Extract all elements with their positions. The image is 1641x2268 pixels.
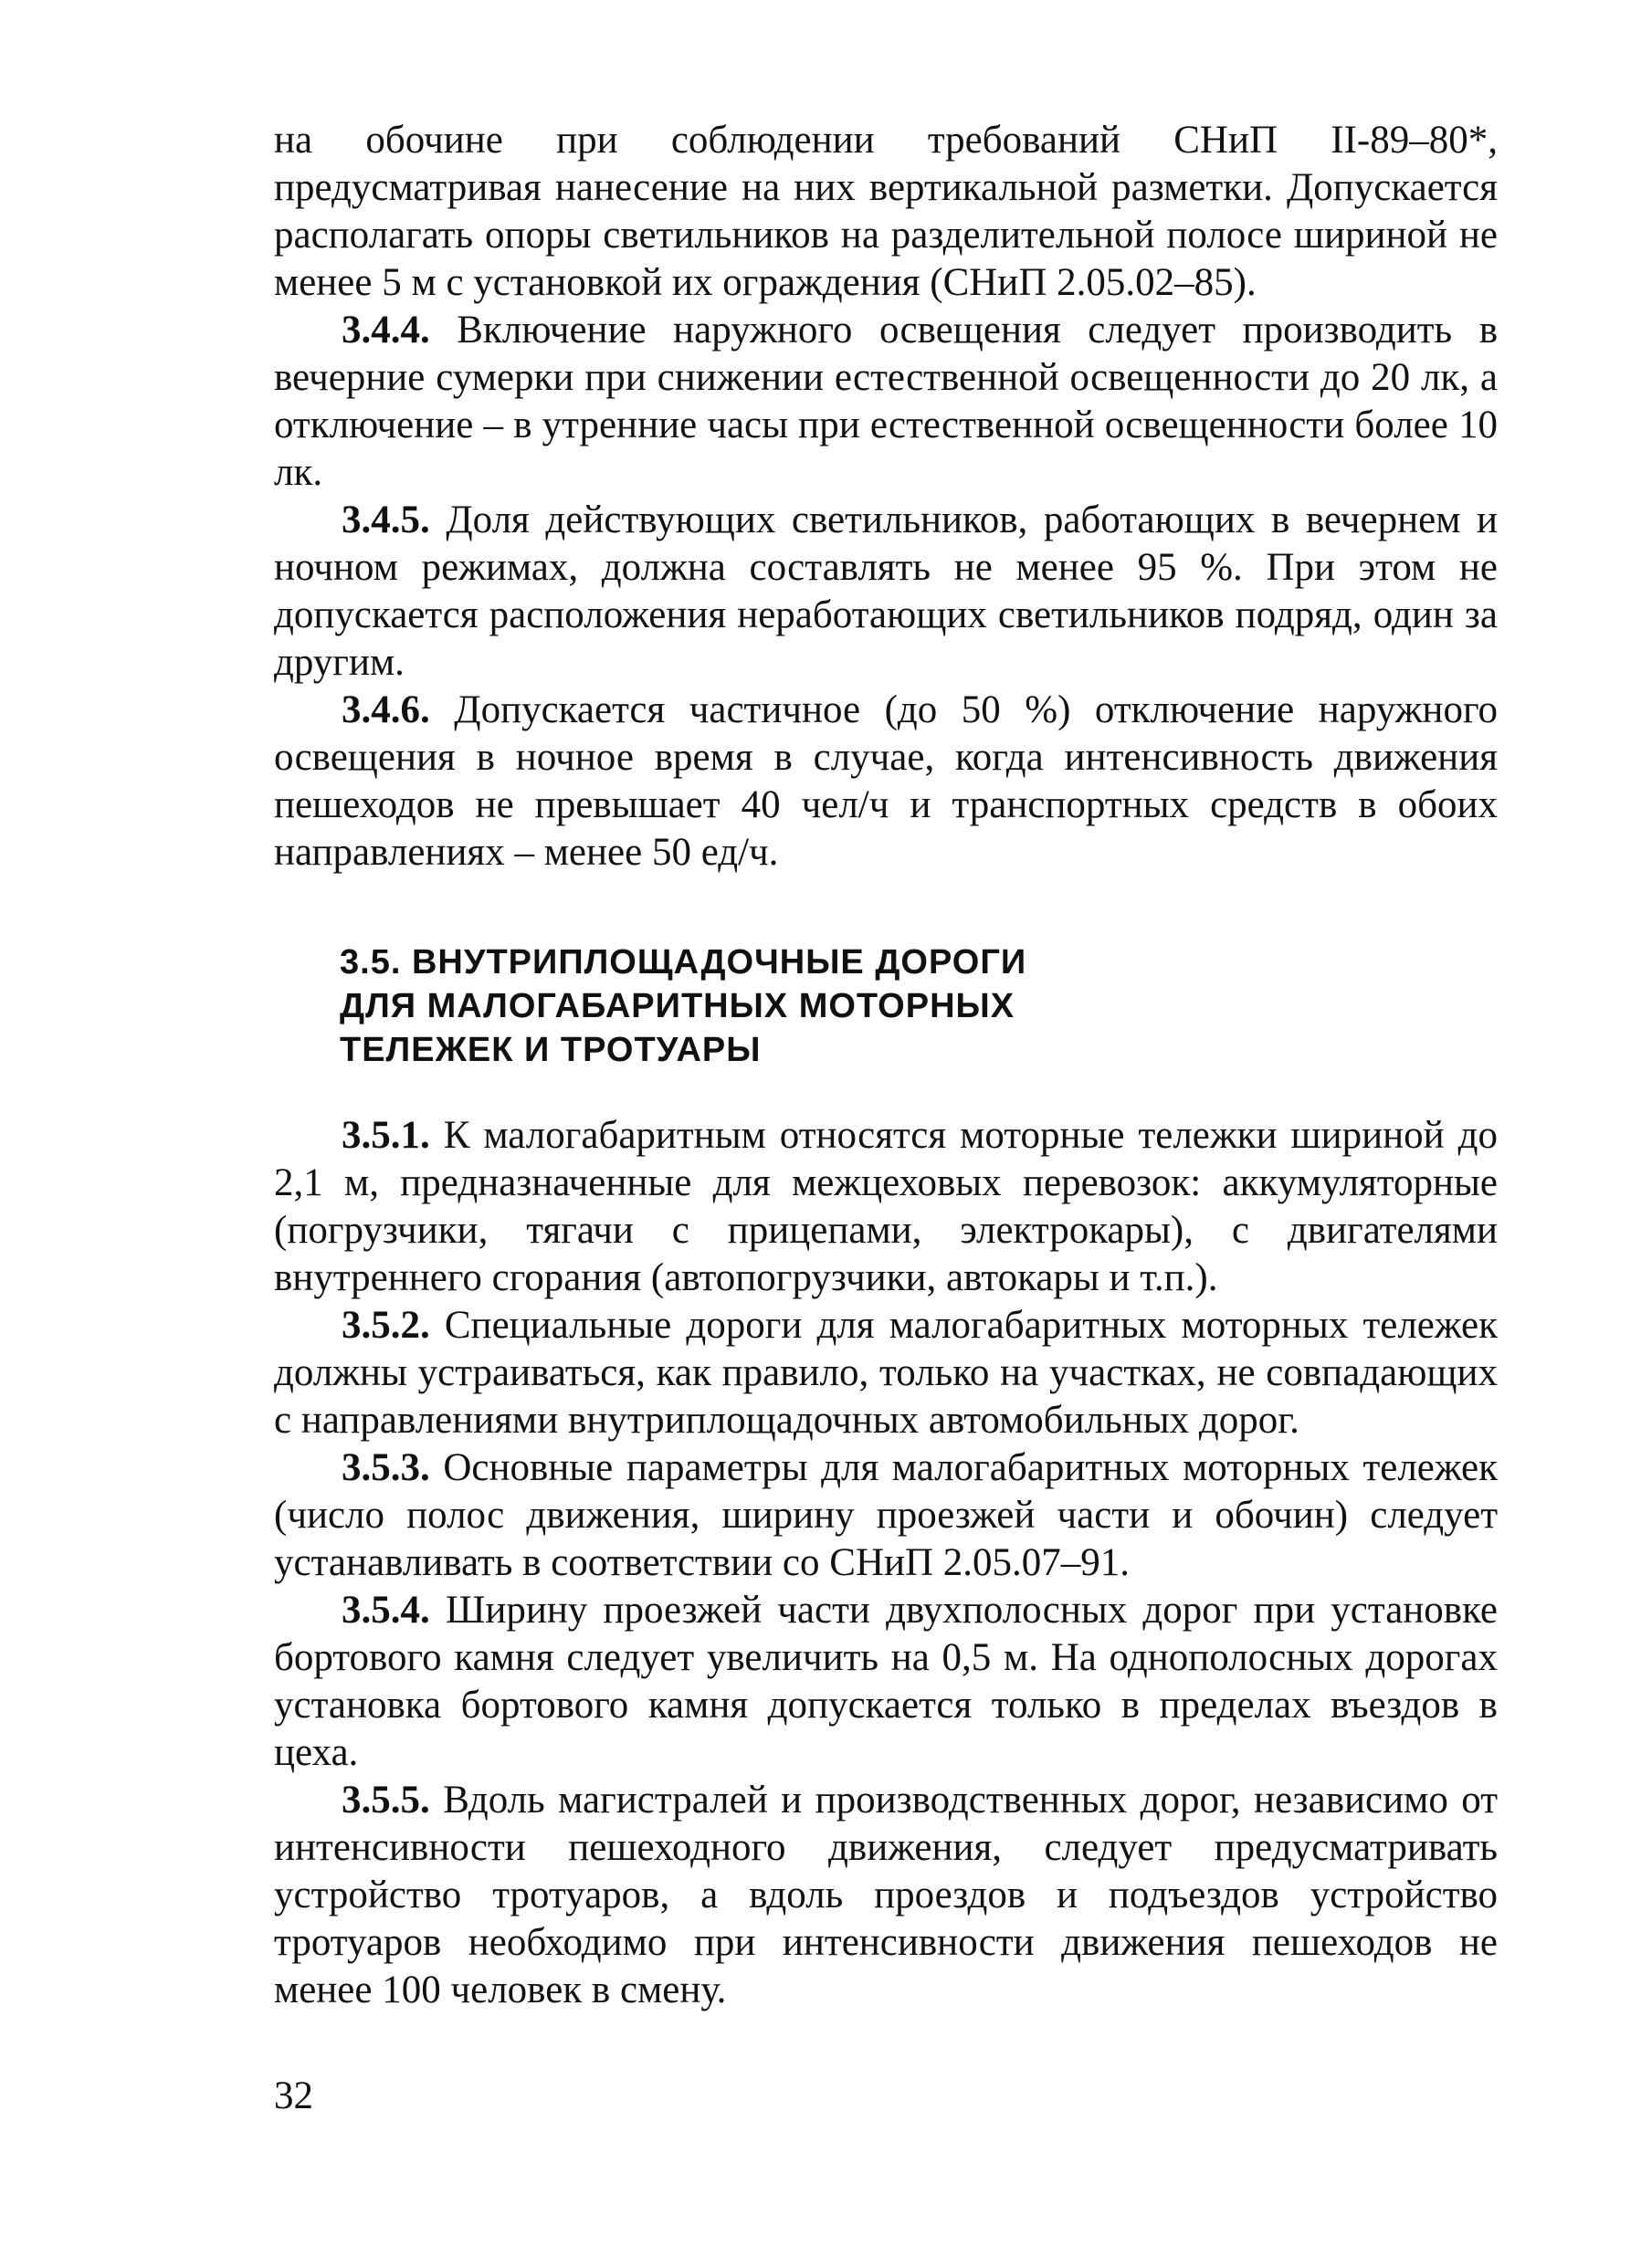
section-heading-3-5 bbox=[340, 940, 1253, 1072]
section-3-5-block bbox=[274, 1112, 1498, 2014]
paragraph-number: 3.5.4. bbox=[342, 1589, 430, 1632]
paragraph-3-5-3 bbox=[274, 1444, 1498, 1587]
paragraph-number: 3.5.3. bbox=[342, 1446, 430, 1489]
paragraph-text: Доля действующих светильников, работающих в вечернем и ночном режимах, должна составлять не менее 95 %. При этом не допускается расположения неработающих светильников подряд, один за другим. bbox=[274, 499, 1498, 684]
paragraph-number: 3.5.1. bbox=[342, 1114, 430, 1157]
paragraph-text: Специальные дороги для малогабаритных моторных тележек должны устраиваться, как правило, только на участках, не совпадающих с направлениями внутриплощадочных автомобильных дорог. bbox=[274, 1304, 1498, 1442]
paragraph-number: 3.4.4. bbox=[342, 309, 430, 352]
section-3-4-block bbox=[274, 117, 1498, 877]
paragraph-3-5-1 bbox=[274, 1112, 1498, 1302]
paragraph-number: 3.5.5. bbox=[342, 1779, 430, 1822]
paragraph-number: 3.4.5. bbox=[342, 499, 430, 541]
heading-line: 3.5. ВНУТРИПЛОЩАДОЧНЫЕ ДОРОГИ bbox=[340, 943, 1027, 982]
paragraph-3-5-5 bbox=[274, 1777, 1498, 2014]
paragraph-text: К малогабаритным относятся моторные тележки шириной до 2,1 м, предназначенные для межцеховых перевозок: аккумуляторные (погрузчики, тягачи с прицепами, электрокары), с двигателями внутреннего сгорания (автопогрузчики, автокары и т.п.). bbox=[274, 1114, 1498, 1299]
heading-line: ТЕЛЕЖЕК И ТРОТУАРЫ bbox=[340, 1031, 762, 1069]
intro-paragraph: на обочине при соблюдении требований СНиП II-89–80*, предусматривая нанесение на них вертикальной разметки. Допускается располагать опоры светильников на разделительной полосе шириной не менее 5 м с установкой их ограждения (СНиП 2.05.02–85). bbox=[274, 119, 1498, 304]
paragraph-text: Допускается частичное (до 50 %) отключение наружного освещения в ночное время в случае, когда интенсивность движения пешеходов не превышает 40 чел/ч и транспортных средств в обоих направлениях – менее 50 ед/ч. bbox=[274, 688, 1499, 874]
paragraph-3-5-2 bbox=[274, 1302, 1498, 1444]
paragraph-text: Ширину проезжей части двухполосных дорог при установке бортового камня следует увеличить на 0,5 м. На однополосных дорогах установка бортового камня допускается только в пределах въездов в цеха. bbox=[274, 1589, 1499, 1774]
paragraph-3-4-5 bbox=[274, 497, 1498, 687]
paragraph-text: Основные параметры для малогабаритных моторных тележек (число полос движения, ширину проезжей части и обочин) следует устанавливать в соответствии со СНиП 2.05.07–91. bbox=[274, 1446, 1498, 1584]
paragraph-3-5-4 bbox=[274, 1587, 1498, 1777]
paragraph-number: 3.4.6. bbox=[342, 688, 430, 731]
paragraph-text: Вдоль магистралей и производственных дорог, независимо от интенсивности пешеходного движения, следует предусматривать устройство тротуаров, а вдоль проездов и подъездов устройство тротуаров необходимо при интенсивности движения пешеходов не менее 100 человек в смену. bbox=[274, 1779, 1498, 2011]
paragraph-3-4-6 bbox=[274, 687, 1498, 877]
page-number: 32 bbox=[274, 2074, 313, 2117]
paragraph-3-4-4 bbox=[274, 307, 1498, 497]
heading-line: ДЛЯ МАЛОГАБАРИТНЫХ МОТОРНЫХ bbox=[340, 987, 1015, 1025]
paragraph-text: Включение наружного освещения следует производить в вечерние сумерки при снижении естественной освещенности до 20 лк, а отключение – в утренние часы при естественной освещенности более 10 лк. bbox=[274, 309, 1498, 494]
paragraph-number: 3.5.2. bbox=[342, 1304, 430, 1347]
